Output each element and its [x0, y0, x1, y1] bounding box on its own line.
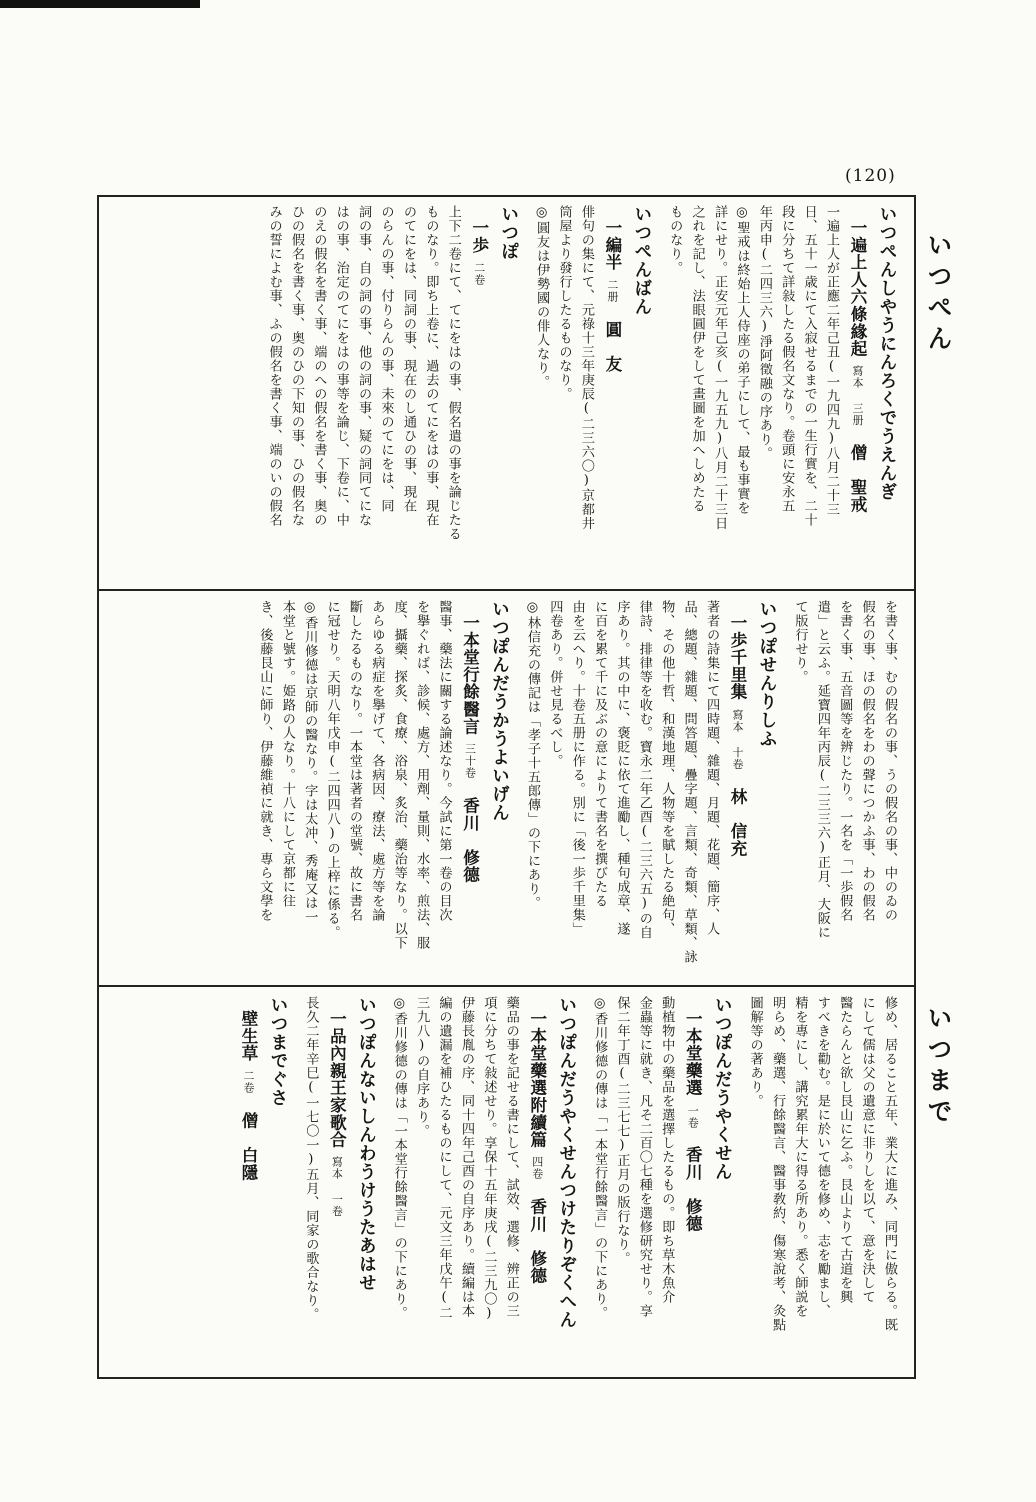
volume-count: 寫本 十卷	[731, 708, 745, 770]
entry-title	[597, 205, 625, 580]
body-line: みの誓によむ事、ふの假名を書く事、端のいの假名	[266, 205, 282, 527]
body-line: にして儒は父の遺意に非りしを以て、意を決して	[859, 996, 875, 1304]
author-name: 香川 修德	[527, 1198, 547, 1285]
entry-title	[464, 205, 492, 580]
body-line: 日、五十一歳にて入寂せるまでの一生行實を、二十	[801, 205, 817, 527]
page-number: (120)	[845, 166, 896, 186]
panel-bottom	[110, 996, 900, 1364]
entry-gap	[780, 600, 788, 976]
body-line: き、後藤艮山に師り、伊藤維禎に就き、專ら文學を	[257, 600, 273, 922]
panel-middle	[110, 600, 900, 976]
body-line: 上下二卷にて、てにをはの事、假名遣の事を論じたる	[445, 205, 461, 541]
body-line: 圖解等の著あり。	[747, 996, 763, 1108]
author-name: 僧 聖戒	[848, 444, 867, 514]
entry-title	[677, 996, 705, 1364]
body-line: 品、總題、雜題、問答題、疊字題、言類、奇類、草類、詠	[681, 600, 697, 964]
body-line: ◎圓友は伊勢國の俳人なり。	[534, 205, 550, 389]
entry-gap	[580, 996, 588, 1364]
panel-separator	[97, 589, 914, 591]
body-line: ◎林信充の傳記は「孝子十五郎傳」の下にあり。	[524, 600, 540, 910]
entry-gap	[225, 996, 233, 1364]
entry-title	[522, 996, 550, 1364]
author-name: 僧 白隱	[238, 1111, 258, 1181]
body-line: のらんの事、付りらんの事、未來のてにをは、同	[378, 205, 394, 513]
body-line: 長久二年辛巳(一七〇一)五月、同家の歌合なり。	[303, 996, 319, 1322]
body-line: 著者の詩集にて四時題、雜題、月題、花題、簡序、人	[704, 600, 720, 936]
entry-gap	[379, 996, 387, 1364]
author-name: 林 信充	[728, 787, 748, 857]
body-line: 金蟲等に就き、凡そ二百〇七種を選修研究せり。享	[636, 996, 652, 1318]
entry-heading: いつぽんだうかうよいげん	[489, 600, 510, 822]
body-line: 俳句の集にて、元祿十三年庚辰(二三六〇)京都井	[578, 205, 594, 531]
body-line: ◎香川修德の傳は「一本堂行餘醫言」の下にあり。	[391, 996, 407, 1320]
body-line: を書く事、五音圖等を辨じたり。一名を「一歩假名	[837, 600, 853, 922]
body-line: 律詩、排律等を收む。寶永二年乙酉(二三六五)の自	[636, 600, 652, 940]
body-line: 遣」と云ふ。延寶四年丙辰(二三三六)正月、大阪に	[814, 600, 830, 940]
body-line: 由を云へり。十卷五册に作る。別に「後一歩千里集」	[569, 600, 585, 936]
author-name: 圓 友	[602, 320, 622, 373]
entry-heading: いつぺんばん	[631, 205, 652, 316]
title-text: 一本堂藥選	[683, 1010, 703, 1097]
body-line: 修め、居ること五年、業大に進み、同門に傲らる。既	[882, 996, 897, 1332]
volume-count: 二卷	[472, 261, 486, 286]
entry-heading: いつぽ	[498, 205, 519, 261]
entry-gap	[513, 600, 521, 976]
author-name: 香川 修德	[460, 796, 480, 884]
title-text: 一歩	[469, 219, 489, 254]
entry-gap	[254, 205, 262, 580]
author-name: 香川 修德	[683, 1146, 703, 1233]
entry-heading: いつぺんしやうにんろくでうえんぎ	[877, 205, 897, 501]
entry-heading: いつぽんないしんわうけうたあはせ	[356, 996, 377, 1292]
body-line: はの事、治定のてにをはの事等を論じ、下卷に、中	[333, 205, 349, 527]
body-line: 編の遺漏を補ひたるものにして、元文三年戊午(二	[436, 996, 452, 1320]
body-line: 假名の事、ほの假名をわの聲につかふ事、わの假名	[859, 600, 875, 922]
body-line: 本堂と號す。姫路の人なり。十八にして京都に往	[279, 600, 295, 908]
body-line: 醫事、藥法に關する論述なり。今試に第一卷の目次	[436, 600, 452, 922]
entry-title	[722, 600, 750, 976]
body-line: 序あり。其の中に、褒貶に依て進勵し、種句成章、遂	[614, 600, 630, 936]
volume-count: 寫本 三册	[851, 365, 864, 427]
body-line: 精を專にし、講究累年大に得る所あり。悉く師説を	[792, 996, 808, 1318]
body-line: 三九八)の自序あり。	[414, 996, 430, 1138]
body-line: 藥品の事を記せる書にして、試效、選修、辨正の三	[503, 996, 519, 1318]
entry-gap	[245, 600, 253, 976]
body-line: 段に分ちて詳敍したる假名文なり。卷頭に安永五	[779, 205, 795, 513]
body-line: 醫たらんと欲し艮山に乞ふ。艮山よりて古道を興	[837, 996, 853, 1304]
volume-count: 二册	[605, 278, 619, 303]
volume-count: 三十卷	[463, 743, 477, 779]
entry-gap	[522, 205, 530, 580]
title-text: 一本堂行餘醫言	[460, 614, 480, 736]
body-line: あらゆる病症を擧げて、各病因、療法、處方等を論	[369, 600, 385, 922]
entry-heading: いつまでぐさ	[267, 996, 288, 1107]
entry-heading: いつぽんだうやくせん	[712, 996, 733, 1181]
body-line: 年丙申(二四三六)淨阿徵融の序あり。	[756, 205, 772, 461]
body-line: 伊藤長胤の序、同十四年己酉の自序あり。續編は本	[458, 996, 474, 1318]
body-line: を擧ぐれば、診候、處方、用劑、量則、水率、煎法、服	[414, 600, 430, 950]
body-line: 斷したるものなり。一本堂は著者の堂號、故に書名	[346, 600, 362, 922]
title-text: 一遍上人六條緣起	[848, 219, 867, 358]
body-line: 筒屋より發行したるものなり。	[556, 205, 572, 401]
body-line: に百を累て千に及ぶの意によりて書名を撰びたる	[592, 600, 608, 908]
entry-gap	[291, 996, 299, 1364]
body-line: ◎聖戒は終始上人侍座の弟子にして、最も事實を	[734, 205, 750, 515]
body-line: ひの假名を書く事、奥のひの下知の事、ひの假名な	[288, 205, 304, 527]
entry-heading: いつぽせんりしふ	[757, 600, 778, 748]
body-line: て版行せり。	[792, 600, 808, 684]
body-line: すべきを勸む。是に於いて德を修め、志を勵まし、	[814, 996, 830, 1318]
body-line: 四卷あり。併せ見るべし。	[547, 600, 563, 768]
entry-title	[233, 996, 261, 1364]
volume-count: 二卷	[241, 1069, 255, 1094]
title-text: 壁生草	[238, 1010, 258, 1062]
body-line: 物、その他十哲、和漢地理、人物等を賦したる絶句、	[659, 600, 675, 936]
guide-word-right: いつぺん	[924, 232, 953, 356]
entry-gap	[735, 996, 743, 1364]
body-line: 度、攝藥、探炙、食療、浴泉、炙治、藥治等なり。以下	[391, 600, 407, 950]
title-text: 一本堂藥選附續篇	[527, 1010, 547, 1149]
panel-top	[110, 205, 900, 580]
body-line: 動植物中の藥品を選擇したるもの。即ち草木魚介	[659, 996, 675, 1304]
body-line: ものなり。	[667, 205, 683, 275]
body-line: のてにをは、同詞の事、現在のし通ひの事、現在	[400, 205, 416, 513]
entry-gap	[655, 205, 663, 580]
panel-separator	[97, 985, 914, 987]
entry-title	[842, 205, 870, 580]
body-line: ものなり。即ち上卷に、過去のてにをはの事、現在	[423, 205, 439, 527]
body-line: を書く事、むの假名の事、うの假名の事、中のゐの	[882, 600, 897, 922]
body-line: ◎香川修德は京師の醫なり。字は太冲、秀庵又は一	[302, 600, 318, 924]
body-line: 之れを記し、法眼圓伊をして畫圖を加へしめたる	[689, 205, 705, 513]
body-line: ◎香川修德の傳は「一本堂行餘醫言」の下にあり。	[592, 996, 608, 1320]
title-text: 一歩千里集	[728, 614, 748, 701]
body-line: 詞の事、自の詞の事、他の詞の事、疑の詞同てにな	[356, 205, 372, 527]
body-line: に冠せり。天明八年戊申(二四四八)の上梓に係る。	[324, 600, 340, 940]
body-line: 保二年丁酉(二三七七)正月の版行なり。	[614, 996, 630, 1266]
body-line: 項に分ちて敍述せり。享保十五年庚戌(二三九〇)	[481, 996, 497, 1322]
scan-edge-bar	[0, 0, 200, 8]
title-text: 一品內親王家歌合	[327, 1010, 347, 1149]
volume-count: 四卷	[530, 1156, 544, 1181]
body-line: 明らめ、藥選、行餘醫言、醫事敎約、傷寒說考、灸點	[770, 996, 786, 1332]
entry-heading: いつぽんだうやくせんつけたりぞくへん	[556, 996, 577, 1329]
volume-count: 一卷	[686, 1104, 700, 1129]
body-line: 詳にせり。正安元年己亥(一九五九)八月二十三日	[712, 205, 728, 531]
volume-count: 寫本 一卷	[330, 1156, 344, 1218]
entry-title	[455, 600, 483, 976]
body-line: 一遍上人が正應二年己丑(一九四九)八月二十三	[824, 205, 839, 517]
body-line: のえの假名を書く事、端のへの假名を書く事、奥の	[311, 205, 327, 527]
title-text: 一編半	[602, 219, 622, 271]
entry-title	[321, 996, 349, 1364]
guide-word-left: いつまで	[924, 1005, 953, 1129]
